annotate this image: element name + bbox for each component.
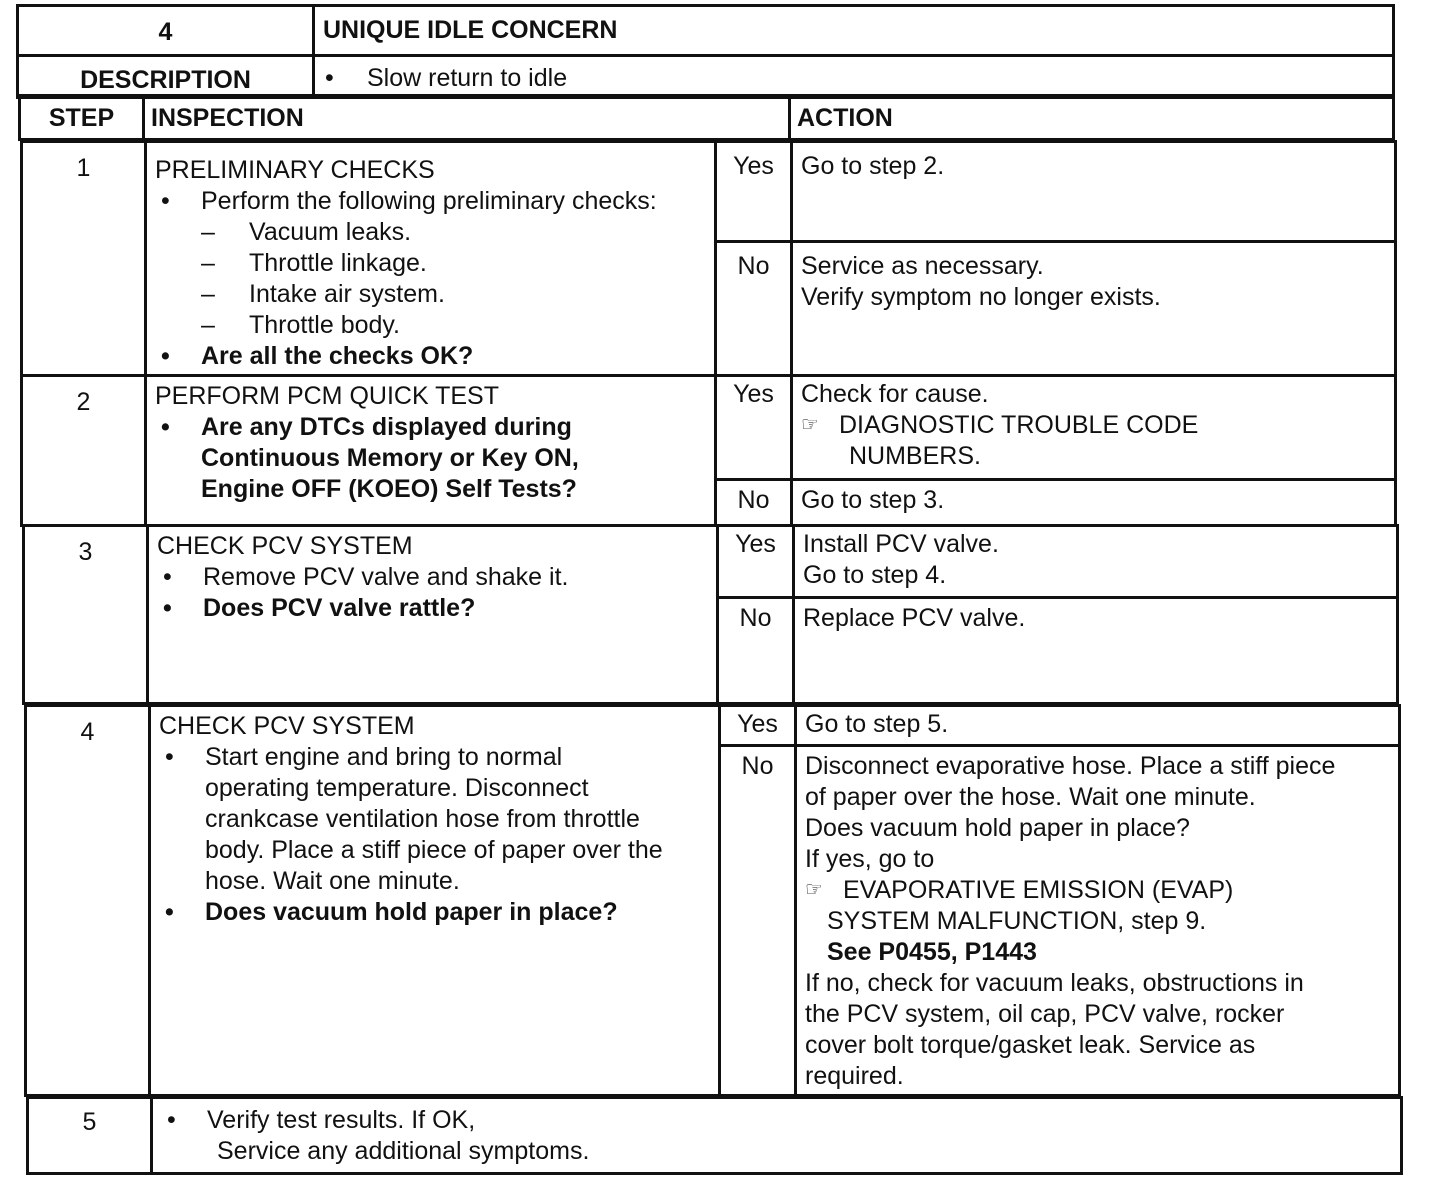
- reference: [801, 410, 1394, 441]
- bullet-item: [159, 742, 718, 773]
- bullet-text: Start engine and bring to normal: [205, 743, 563, 771]
- step-inspection: [148, 526, 718, 704]
- action-line: Verify symptom no longer exists.: [801, 283, 1161, 311]
- dash: –: [201, 249, 215, 277]
- description-bullet: •: [325, 64, 334, 92]
- question-text: Are all the checks OK?: [201, 342, 474, 370]
- action-line: the PCV system, oil cap, PCV valve, rocker: [805, 1000, 1285, 1028]
- bullet-dot: •: [161, 187, 170, 215]
- description-value: Slow return to idle: [367, 64, 568, 92]
- dash: –: [201, 280, 215, 308]
- question-line: Continuous Memory or Key ON,: [201, 444, 579, 472]
- bullet-dot: •: [163, 563, 172, 591]
- no-action: [792, 480, 1396, 526]
- reference-text-line: NUMBERS.: [849, 442, 981, 470]
- bullet-text: Verify test results. If OK,: [207, 1106, 476, 1134]
- step-number: 2: [22, 376, 146, 526]
- step-number: 1: [22, 142, 146, 376]
- reference-text-line: SYSTEM MALFUNCTION, step 9.: [827, 907, 1207, 935]
- bullet-dot: •: [165, 743, 174, 771]
- action-line: cover bolt torque/gasket leak. Service as: [805, 1031, 1256, 1059]
- sub-item: [155, 279, 714, 310]
- step-title: CHECK PCV SYSTEM: [159, 712, 415, 740]
- question-text: Are any DTCs displayed during: [201, 413, 572, 441]
- action-line: If yes, go to: [805, 845, 935, 873]
- question-text: Does vacuum hold paper in place?: [205, 898, 618, 926]
- action-line: Replace PCV valve.: [803, 604, 1026, 632]
- step-number: 4: [26, 706, 150, 1096]
- reference: [805, 875, 1398, 906]
- action-line: Go to step 3.: [801, 486, 945, 514]
- step-number: 3: [24, 526, 148, 704]
- action-line: required.: [805, 1062, 904, 1090]
- description-label: DESCRIPTION: [18, 56, 314, 98]
- question: [155, 341, 714, 372]
- yes-action: [796, 706, 1400, 746]
- action-line: Go to step 2.: [801, 152, 945, 180]
- sub-item: [155, 310, 714, 341]
- bullet-item: [161, 1105, 1400, 1136]
- column-header-table: [18, 94, 1395, 141]
- bullet-item: [157, 562, 716, 593]
- step-4-table: [24, 704, 1401, 1097]
- bullet-text-line: Service any additional symptoms.: [217, 1137, 590, 1165]
- yes-label: Yes: [716, 142, 792, 242]
- bullet-dot: •: [161, 413, 170, 441]
- bullet-dot: •: [163, 594, 172, 622]
- column-inspection: INSPECTION: [144, 96, 790, 140]
- no-label: No: [716, 480, 792, 526]
- step-inspection: [146, 142, 716, 376]
- bullet-text-line: operating temperature. Disconnect: [205, 774, 589, 802]
- sub-item-text: Vacuum leaks.: [249, 218, 412, 246]
- question: [155, 412, 714, 443]
- bullet-text-line: crankcase ventilation hose from throttle: [205, 805, 640, 833]
- bullet-item: [155, 186, 714, 217]
- action-line: Go to step 5.: [805, 710, 949, 738]
- pointing-hand-icon: ☞: [805, 879, 823, 901]
- yes-label: Yes: [720, 706, 796, 746]
- bullet-dot: •: [167, 1106, 176, 1134]
- no-action: [796, 746, 1400, 1096]
- action-line: If no, check for vacuum leaks, obstructions in: [805, 969, 1304, 997]
- pointing-hand-icon: ☞: [801, 414, 819, 436]
- action-line: Service as necessary.: [801, 252, 1044, 280]
- step-5-table: [26, 1096, 1403, 1175]
- reference-text: EVAPORATIVE EMISSION (EVAP): [843, 876, 1234, 904]
- step-title: PERFORM PCM QUICK TEST: [155, 382, 500, 410]
- no-action: [792, 242, 1396, 376]
- sub-item: [155, 248, 714, 279]
- yes-action: [792, 142, 1396, 242]
- sub-item: [155, 217, 714, 248]
- dash: –: [201, 218, 215, 246]
- question: [157, 593, 716, 624]
- reference-see: See P0455, P1443: [827, 938, 1037, 966]
- header-table: [16, 4, 1395, 99]
- step-2-table: [20, 374, 1397, 527]
- column-action: ACTION: [790, 96, 1394, 140]
- bullet-text: Remove PCV valve and shake it.: [203, 563, 569, 591]
- yes-action: [794, 526, 1398, 598]
- procedure-number: 4: [18, 6, 314, 56]
- action-line: of paper over the hose. Wait one minute.: [805, 783, 1256, 811]
- bullet-dot: •: [161, 342, 170, 370]
- reference-text: DIAGNOSTIC TROUBLE CODE: [839, 411, 1199, 439]
- step-number: 5: [28, 1098, 152, 1174]
- step-inspection: [152, 1098, 1402, 1174]
- column-step: STEP: [20, 96, 144, 140]
- yes-action: [792, 376, 1396, 480]
- action-line: Go to step 4.: [803, 561, 947, 589]
- step-inspection: [150, 706, 720, 1096]
- action-line: Does vacuum hold paper in place?: [805, 814, 1190, 842]
- bullet-text-line: body. Place a stiff piece of paper over the: [205, 836, 663, 864]
- bullet-text-line: hose. Wait one minute.: [205, 867, 460, 895]
- action-line: Check for cause.: [801, 380, 989, 408]
- bullet-dot: •: [165, 898, 174, 926]
- no-action: [794, 598, 1398, 704]
- sub-item-text: Throttle body.: [249, 311, 401, 339]
- question-line: Engine OFF (KOEO) Self Tests?: [201, 475, 577, 503]
- procedure-title: UNIQUE IDLE CONCERN: [314, 6, 1394, 56]
- bullet-text: Perform the following preliminary checks:: [201, 187, 657, 215]
- no-label: No: [720, 746, 796, 1096]
- dash: –: [201, 311, 215, 339]
- action-line: Install PCV valve.: [803, 530, 999, 558]
- step-3-table: [22, 524, 1399, 705]
- no-label: No: [716, 242, 792, 376]
- step-title: CHECK PCV SYSTEM: [157, 532, 413, 560]
- sub-item-text: Throttle linkage.: [249, 249, 427, 277]
- yes-label: Yes: [718, 526, 794, 598]
- question: [159, 897, 718, 928]
- step-inspection: [146, 376, 716, 526]
- yes-label: Yes: [716, 376, 792, 480]
- action-line: Disconnect evaporative hose. Place a stiff piece: [805, 752, 1336, 780]
- question-text: Does PCV valve rattle?: [203, 594, 476, 622]
- no-label: No: [718, 598, 794, 704]
- step-title: PRELIMINARY CHECKS: [155, 156, 435, 184]
- step-1-table: [20, 140, 1397, 377]
- description-cell: [314, 56, 1394, 98]
- sub-item-text: Intake air system.: [249, 280, 445, 308]
